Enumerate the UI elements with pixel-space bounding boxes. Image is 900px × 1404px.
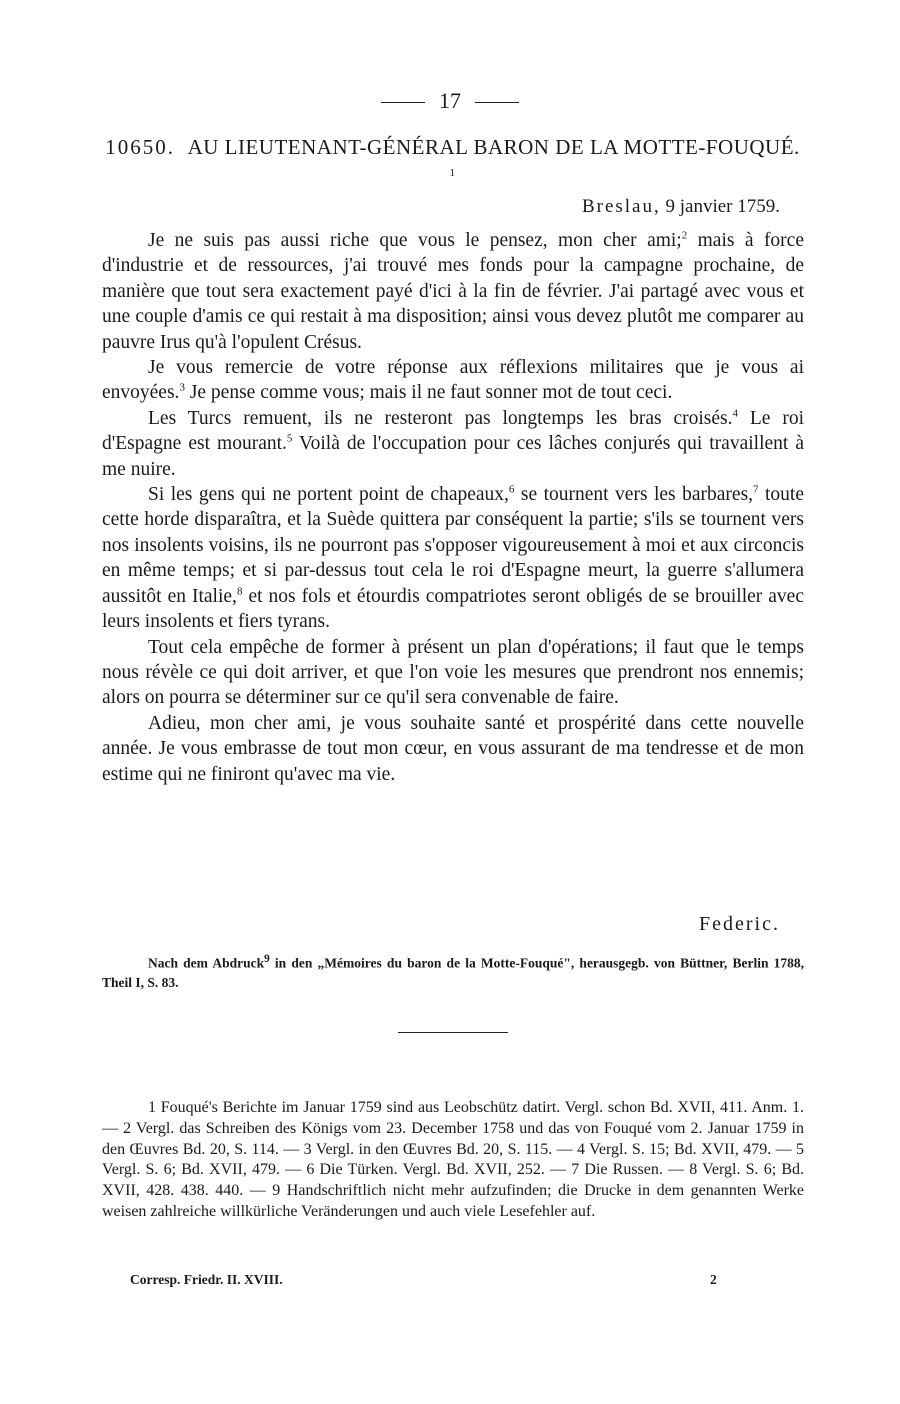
letter-paragraph [102, 355, 804, 406]
text-run: Je vous remercie de votre réponse aux réflexions militaires que je vous ai envoyées. [102, 357, 804, 404]
text-run: Voilà de l'occupation pour ces lâches conjurés qui travaillent à me nuire. [102, 433, 804, 480]
dateline [582, 196, 780, 218]
text-run: se tournent vers les barbares, [514, 484, 754, 506]
footnote-marker: 5 [286, 432, 293, 445]
signature: Federic. [699, 913, 780, 935]
letter-title: AU LIEUTENANT-GÉNÉRAL BARON DE LA MOTTE-FOUQUÉ. [187, 135, 800, 159]
text-run: Tout cela empêche de former à présent un plan d'opérations; il faut que le temps nous révèle ce qui doit arriver, et que l'on voie les mesures que prendront nos ennemis; alors on pourra se déterminer sur ce qu'il sera convenable de faire. [102, 636, 804, 709]
footnote-marker: 8 [236, 585, 243, 598]
source-note [102, 950, 804, 992]
letter-date: 9 janvier 1759. [665, 196, 780, 217]
text-run: et nos fols et étourdis compatriotes seront obligés de se brouiller avec leurs insolents et fiers tyrans. [102, 585, 804, 633]
letter-paragraph [102, 228, 804, 355]
text-run: Le roi d'Espagne est mourant. [102, 407, 804, 455]
letter-heading [100, 134, 805, 190]
letter-paragraph [102, 711, 804, 787]
footnote-text: 1 Fouqué's Berichte im Januar 1759 sind aus Leobschütz datirt. Vergl. schon Bd. XVII, 411. Anm. 1. — 2 Vergl. das Schreiben des Königs vom 23. December 1758 und das von Fouqué vom 2. Januar 1759 in den Œuvres Bd. 20, S. 114. — 3 Vergl. in den Œuvres Bd. 20, S. 115. — 4 Vergl. S. 15; Bd. XVII, 479. — 5 Vergl. S. 6; Bd. XVII, 479. — 6 Die Türken. Vergl. Bd. XVII, 252. — 7 Die Russen. — 8 Vergl. S. 6; Bd. XVII, 428. 438. 440. — 9 Handschriftlich nicht mehr aufzufinden; die Drucke in dem genannten Werke weisen zahlreiche willkürliche Veränderungen und auch viele Lesefehler auf. [102, 1099, 804, 1220]
title-footnote-marker: 1 [449, 167, 456, 179]
text-run: mais à force d'industrie et de ressources, j'ai trouvé mes fonds pour la campagne prochaine, de manière que tout sera exactement payé d'ici à la fin de février. J'ai partagé avec vous et une couple d'amis ce qui restait à ma disposition; ainsi vous devez plutôt me comparer au pauvre Irus qu'à l'opulent Crésus. [102, 230, 804, 353]
footnote-marker: 3 [179, 381, 185, 394]
source-note-text [102, 950, 804, 992]
text-run: in den „Mémoires du baron de la Motte-Fouqué", herausgegb. von Büttner, Berlin 1788, Theil I, S. 83. [102, 955, 805, 990]
page-number: 17 [439, 88, 461, 113]
letter-paragraph [102, 635, 804, 711]
letter-paragraph [102, 406, 804, 482]
footnote-marker: 4 [732, 407, 739, 420]
text-run: Je pense comme vous; mais il ne faut sonner mot de tout ceci. [184, 382, 673, 404]
header-dash-left [381, 102, 425, 103]
letter-place: Breslau, [581, 196, 661, 217]
letter-paragraph [102, 482, 804, 634]
footnote-marker: 6 [508, 483, 515, 496]
header-dash-right [475, 102, 519, 103]
letter-number: 10650. [105, 135, 175, 159]
letter-body [102, 228, 804, 787]
page-header [0, 88, 900, 114]
footnotes [102, 1098, 804, 1223]
footnote-marker: 2 [681, 229, 688, 242]
text-run: Nach dem Abdruck [148, 955, 265, 971]
text-run: Adieu, mon cher ami, je vous souhaite santé et prospérité dans cette nouvelle année. Je vous embrasse de tout mon cœur, en vous assurant de ma tendresse et de mon estime qui ne finiront qu'avec ma vie. [102, 712, 804, 785]
footnote-separator [398, 1032, 508, 1033]
text-run: Je ne suis pas aussi riche que vous le pensez, mon cher ami; [148, 230, 682, 251]
text-run: toute cette horde disparaîtra, et la Suède quittera par conséquent la partie; s'ils se tournent vers nos insolents voisins, ils ne pourront pas s'opposer vigoureusement à moi et aux circoncis en même temps; et si par-dessus tout cela le roi d'Espagne meurt, la guerre s'allumera aussitôt en Italie, [102, 484, 804, 607]
text-run: Les Turcs remuent, ils ne resteront pas longtemps les bras croisés. [148, 407, 733, 429]
footnote-marker: 9 [264, 953, 270, 965]
footer-signature-mark: 2 [710, 1272, 717, 1287]
text-run: Si les gens qui ne portent point de chapeaux, [148, 484, 509, 506]
footer-collection: Corresp. Friedr. II. XVIII. [130, 1272, 283, 1287]
footnote-marker: 7 [753, 483, 759, 496]
